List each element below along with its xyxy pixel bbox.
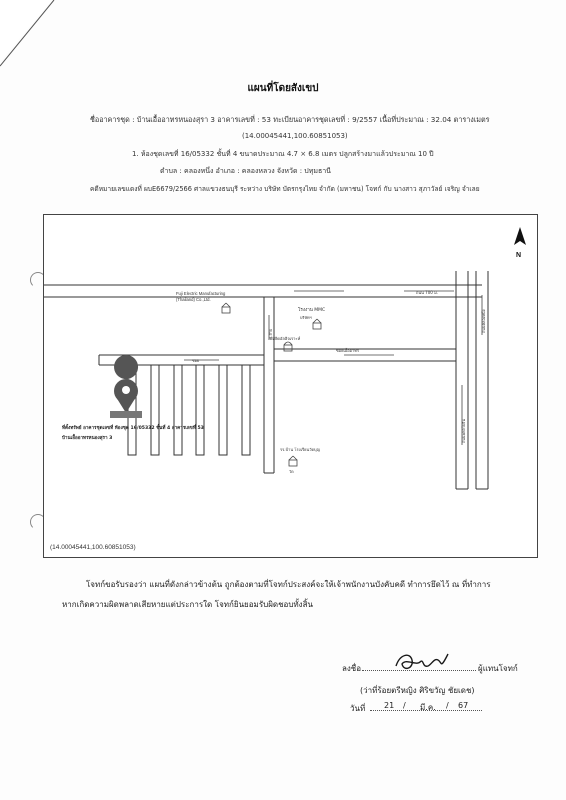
date-sep-2: /: [446, 701, 449, 710]
soi-roads: [128, 365, 274, 473]
declaration-line-2: หากเกิดความผิดพลาดเสียหายแต่ประการใด โจทก์ยินยอมรับผิดชอบทั้งสิ้น: [62, 600, 313, 609]
signer-role: ผู้แทนโจทก์: [478, 664, 518, 673]
page-title: แผนที่โดยสังเขป: [247, 83, 319, 94]
sign-label: ลงชื่อ: [342, 664, 362, 673]
mmc-sub-label: บริษัทฯ: [300, 315, 312, 320]
mosque-icon: [284, 342, 292, 351]
date-label: วันที่: [350, 704, 366, 713]
road-label-mid-vertical: ถ.สาย: [268, 328, 273, 339]
factory-label: Fuji Electric Manufacturing: [176, 291, 226, 296]
soi-label: ซอย: [192, 358, 200, 363]
unit-info-line: 1. ห้องชุดเลขที่ 16/05332 ชั้นที่ 4 ขนาดประมาณ 4.7 × 6.8 เมตร ปลูกสร้างมาแล้วประมาณ 10 ปี: [132, 150, 434, 158]
school-label: รร.บ้าน โรงเรียนวัดบุญ: [280, 447, 320, 452]
school-sub-label: วัด: [289, 469, 294, 474]
date-month: มี.ค.: [420, 703, 436, 712]
condo-info-line: ชื่ออาคารชุด : บ้านเอื้ออาทรหนองสุรา 3 อาคารเลขที่ : 53 ทะเบียนอาคารชุดเลขที่ : 9/2557 เนื้อที่ประมาณ : 32.04 ตารางเมตร: [90, 115, 490, 124]
date-sep-1: /: [403, 701, 406, 710]
case-info-line: คดีหมายเลขแดงที่ ผบE6679/2566 ศาลแขวงธนบุรี ระหว่าง บริษัท บัตรกรุงไทย จำกัด (มหาชน) โจทก์ กับ นางสาว สุภาวัลย์ เจริญ จำเลย: [90, 185, 480, 193]
road-label-middle: ซอยเอื้ออาทร: [336, 348, 360, 353]
mmc-label: โรงงาน MMC: [298, 308, 326, 313]
mosque-label: มัสยิดอัลฮิจเราะห์: [270, 336, 301, 341]
sketch-map: [43, 214, 538, 558]
factory-icon: [222, 303, 230, 313]
declaration-line-1: โจทก์ขอรับรองว่า แผนที่ดังกล่าวข้างต้น ถูกต้องตามที่โจทก์ประสงค์จะให้เจ้าพนักงานบังคับคดี ทำการยึดไว้ ณ ที่ทำการ: [86, 580, 491, 589]
north-label: N: [516, 252, 522, 259]
target-label-2: บ้านเอื้ออาทรหนองสุรา 3: [62, 436, 113, 441]
factory-label-2: (Thailand) Co.,Ltd.: [176, 297, 211, 302]
school-icon: [289, 456, 297, 466]
road-label-right-vertical: ถนนคลองหนึ่ง: [481, 309, 486, 333]
road-label-right-lower: ถนนพหลโยธิน: [461, 419, 466, 443]
coordinates-top: (14.00045441,100.60851053): [242, 132, 348, 140]
handwritten-signature: [392, 650, 452, 676]
date-day: 21: [384, 701, 395, 710]
road-middle-horizontal: [274, 349, 456, 361]
target-label: ที่ตั้งทรัพย์ อาคารชุดเลขที่ ห้องชุด 16/05332 ชั้นที่ 4 อาคารเลขที่ 53: [62, 426, 204, 431]
signer-name: (ว่าที่ร้อยตรีหญิง ศิริขวัญ ชัยเดช): [360, 686, 475, 695]
road-label-top-right: ถนน 700 ม.: [416, 290, 438, 295]
folded-corner-edge: [0, 0, 60, 70]
north-arrow-icon: [514, 227, 526, 245]
date-year: 67: [458, 701, 469, 710]
coordinates-bottom: (14.00045441,100.60851053): [50, 544, 136, 551]
location-pin-icon: [110, 355, 142, 418]
location-line: ตำบล : คลองหนึ่ง อำเภอ : คลองหลวง จังหวัด : ปทุมธานี: [160, 167, 331, 175]
mmc-factory-icon: [313, 319, 321, 329]
road-right-vertical: [456, 271, 488, 489]
